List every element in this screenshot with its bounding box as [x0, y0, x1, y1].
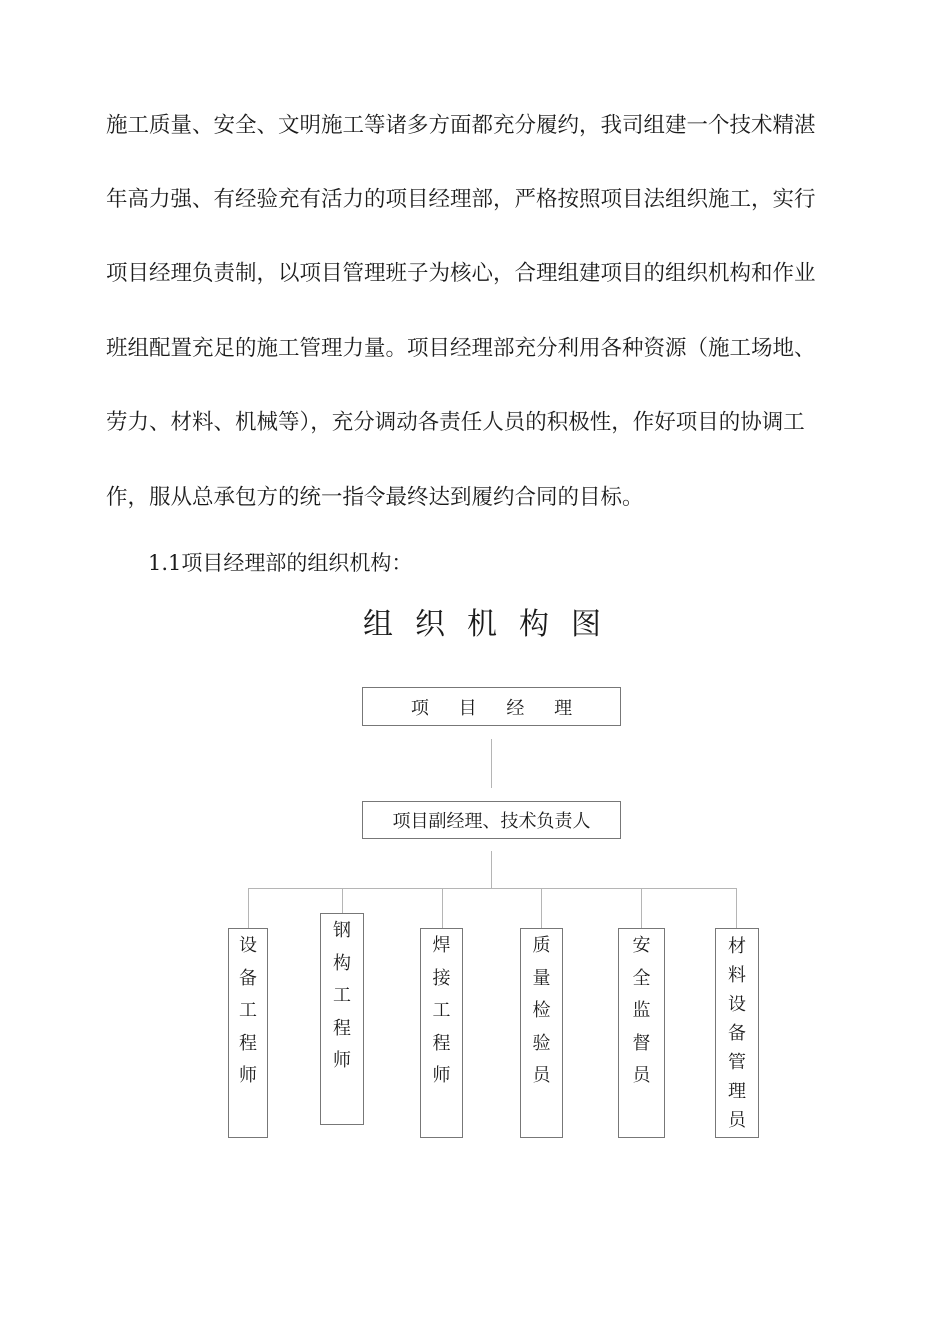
org-node-steel-structure-engineer [320, 913, 364, 1125]
section-heading: 1.1项目经理部的组织机构： [148, 551, 413, 575]
connector-line [342, 888, 343, 914]
org-chart-title: 组织机构图 [363, 607, 623, 642]
org-node-safety-supervisor [618, 928, 665, 1138]
paragraph-line: 施工质量、安全、文明施工等诸多方面都充分履约，我司组建一个技术精湛 [106, 113, 816, 138]
connector-line [442, 888, 443, 928]
paragraph-line: 作，服从总承包方的统一指令最终达到履约合同的目标。 [106, 485, 644, 510]
org-node-label: 钢 构 工 程 师 [333, 920, 351, 1071]
connector-line [641, 888, 642, 928]
org-node-quality-inspector [520, 928, 563, 1138]
paragraph-line: 项目经理负责制，以项目管理班子为核心，合理组建项目的组织机构和作业 [106, 261, 816, 286]
paragraph-line: 劳力、材料、机械等），充分调动各责任人员的积极性，作好项目的协调工 [106, 410, 805, 435]
org-node-project-manager [362, 687, 621, 726]
org-node-label: 安 全 监 督 员 [632, 935, 651, 1086]
connector-line [248, 888, 737, 889]
org-node-label: 设 备 工 程 师 [239, 935, 257, 1086]
org-node-welding-engineer [420, 928, 463, 1138]
org-node-label: 项目副经理、技术负责人 [392, 811, 591, 832]
org-node-deputy-manager [362, 801, 621, 839]
connector-line [491, 851, 492, 888]
connector-line [491, 739, 492, 788]
connector-line [736, 888, 737, 928]
org-node-label: 焊 接 工 程 师 [432, 935, 451, 1086]
org-node-label: 质 量 检 验 员 [532, 935, 551, 1086]
paragraph-line: 年高力强、有经验充有活力的项目经理部，严格按照项目法组织施工，实行 [106, 187, 816, 212]
org-node-label: 项 目 经 理 [410, 697, 585, 719]
org-node-materials-equipment-manager [715, 928, 759, 1138]
org-node-equipment-engineer [228, 928, 268, 1138]
connector-line [541, 888, 542, 928]
paragraph-line: 班组配置充足的施工管理力量。项目经理部充分利用各种资源（施工场地、 [106, 336, 816, 361]
org-node-label: 材 料 设 备 管 理 员 [728, 936, 746, 1131]
connector-line [248, 888, 249, 928]
